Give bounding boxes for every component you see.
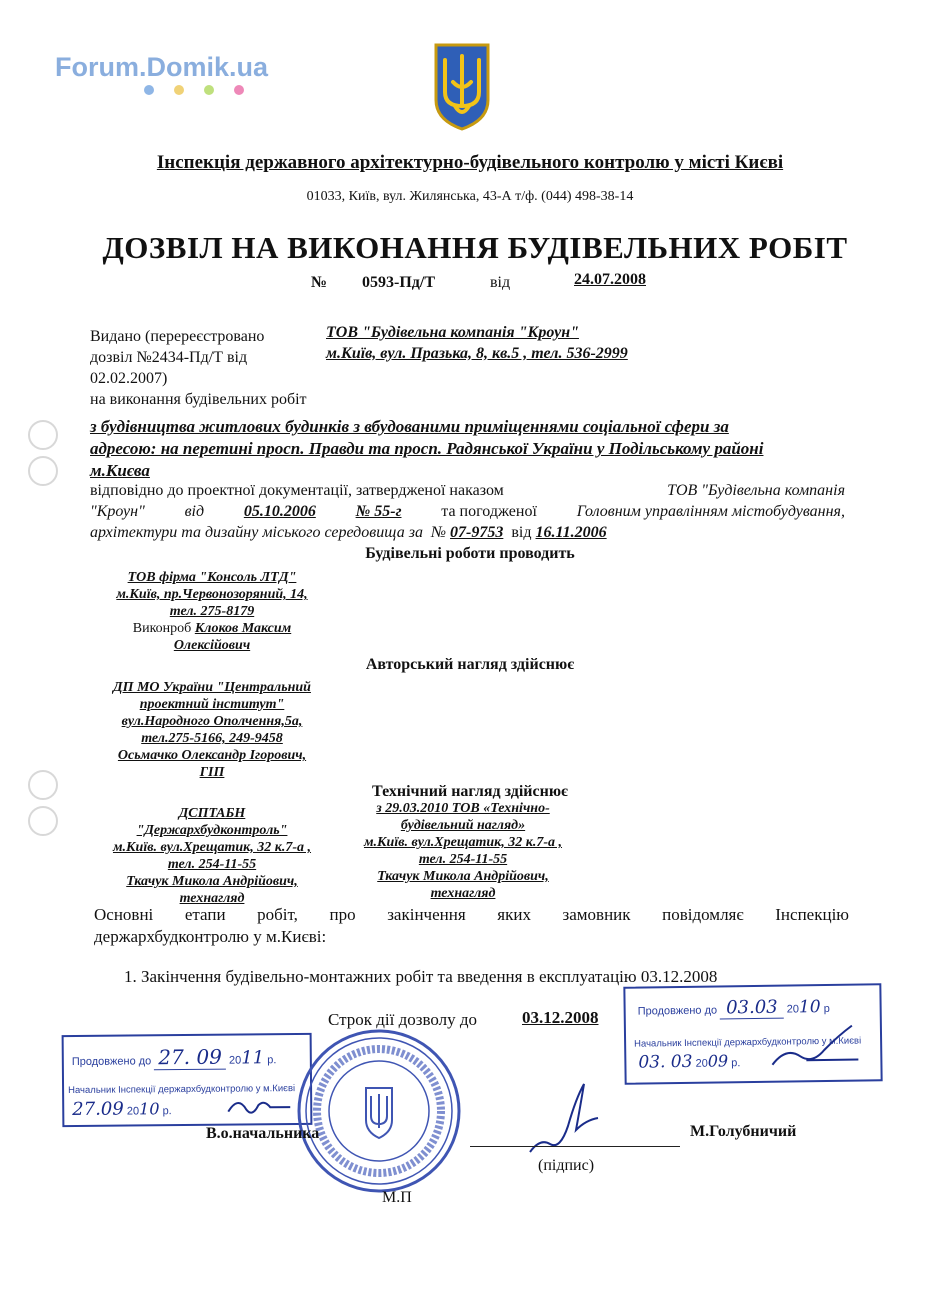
prolongation-stamp-right: Продовжено до 03.03 2010 р Начальник Інспекції держархбудконтролю у м.Києві 03. 03 2009 р. — [623, 983, 882, 1085]
watermark-dots-icon — [141, 83, 251, 97]
permit-number: 0593-Пд/Т — [362, 274, 435, 291]
author-supervision-details: ДП МО України "Центральний проектний інститут" вул.Народного Ополчення,5а, тел.275-5166, 249-9458 Осьмачко Олександр Ігорович, ГІП — [113, 680, 311, 780]
punch-holes-top — [28, 420, 60, 484]
number-from-label: від — [490, 274, 511, 291]
signatory-name: М.Голубничий — [690, 1123, 797, 1140]
issued-label: Видано (перереєстровано дозвіл №2434-Пд/Т від 02.02.2007) на виконання будівельних робіт — [90, 328, 307, 408]
project-documentation: відповідно до проектної документації, затвердженої наказом ТОВ "Будівельна компанія "Кроун" від 05.10.2006 № 55-г та погодженої Головним управлінням містобудування, архітектури та дизайну міського середовища за № 07-9753 від 16.11.2006 — [90, 482, 845, 541]
tech-supervision-left: ДСПТАБН "Держархбудконтроль" м.Київ. вул.Хрещатик, 32 к.7-а , тел. 254-11-55 Ткачук Микола Андрійович, технагляд — [112, 806, 312, 906]
author-supervision-heading: Авторський нагляд здійснює — [365, 656, 575, 673]
watermark — [55, 52, 268, 102]
handwritten-signature-right-icon — [766, 1015, 867, 1072]
works-description: з будівництва житлових будинків з вбудованими приміщеннями соціальної сфери за адресою: на перетині просп. Правди та просп. Радянської України у Подільському районі м.Києва — [90, 417, 764, 480]
signature-caption: (підпис) — [538, 1157, 595, 1174]
tech-supervision-right: з 29.03.2010 ТОВ «Технічно- будівельний нагляд» м.Київ. вул.Хрещатик, 32 к.7-а , тел. 254-11-55 Ткачук Микола Андрійович, технагляд — [363, 801, 563, 901]
contractor-details: ТОВ фірма "Консоль ЛТД" м.Київ, пр.Червонозоряний, 14, тел. 275-8179 Виконроб Клоков Максим Олексійович — [116, 570, 308, 653]
document-title: ДОЗВІЛ НА ВИКОНАННЯ БУДІВЕЛЬНИХ РОБІТ — [102, 230, 848, 265]
prolongation-stamp-left: Продовжено до 27. 09 2011 р. Начальник Інспекції держархбудконтролю у м.Києві 27.09 2010 р. — [62, 1033, 313, 1127]
issued-company: ТОВ "Будівельна компанія "Кроун" м.Київ, вул. Празька, 8, кв.5 , тел. 536-2999 — [326, 324, 628, 362]
tech-supervision-heading: Технічний нагляд здійснює — [372, 783, 568, 800]
validity-date: 03.12.2008 — [522, 1008, 599, 1027]
acting-head-label: В.о.начальника — [206, 1125, 320, 1142]
seal-place-label: М.П — [382, 1189, 412, 1206]
stage-item-1: 1. Закінчення будівельно-монтажних робіт та введення в експлуатацію 03.12.2008 — [124, 967, 718, 986]
watermark-text: Forum.Domik.ua — [55, 52, 269, 82]
contractor-heading: Будівельні роботи проводить — [365, 545, 575, 562]
main-signature-icon — [520, 1078, 610, 1162]
official-round-seal-icon — [296, 1028, 462, 1194]
trident-emblem-icon — [433, 42, 491, 132]
permit-date: 24.07.2008 — [574, 271, 646, 288]
number-sign: № — [311, 274, 328, 291]
validity-label: Строк дії дозволу до — [328, 1010, 478, 1029]
issuing-organization: Інспекція державного архітектурно-будівельного контролю у місті Києві — [156, 152, 784, 173]
stages-intro: Основні етапи робіт, про закінчення яких замовник повідомляє Інспекцію держархбудконтролю у м.Києві: — [94, 905, 849, 946]
punch-holes-bottom — [28, 770, 60, 834]
organization-address: 01033, Київ, вул. Жилянська, 43-А т/ф. (044) 498-38-14 — [306, 189, 634, 204]
signature-line — [470, 1146, 680, 1147]
handwritten-signature-left-icon — [224, 1093, 294, 1120]
